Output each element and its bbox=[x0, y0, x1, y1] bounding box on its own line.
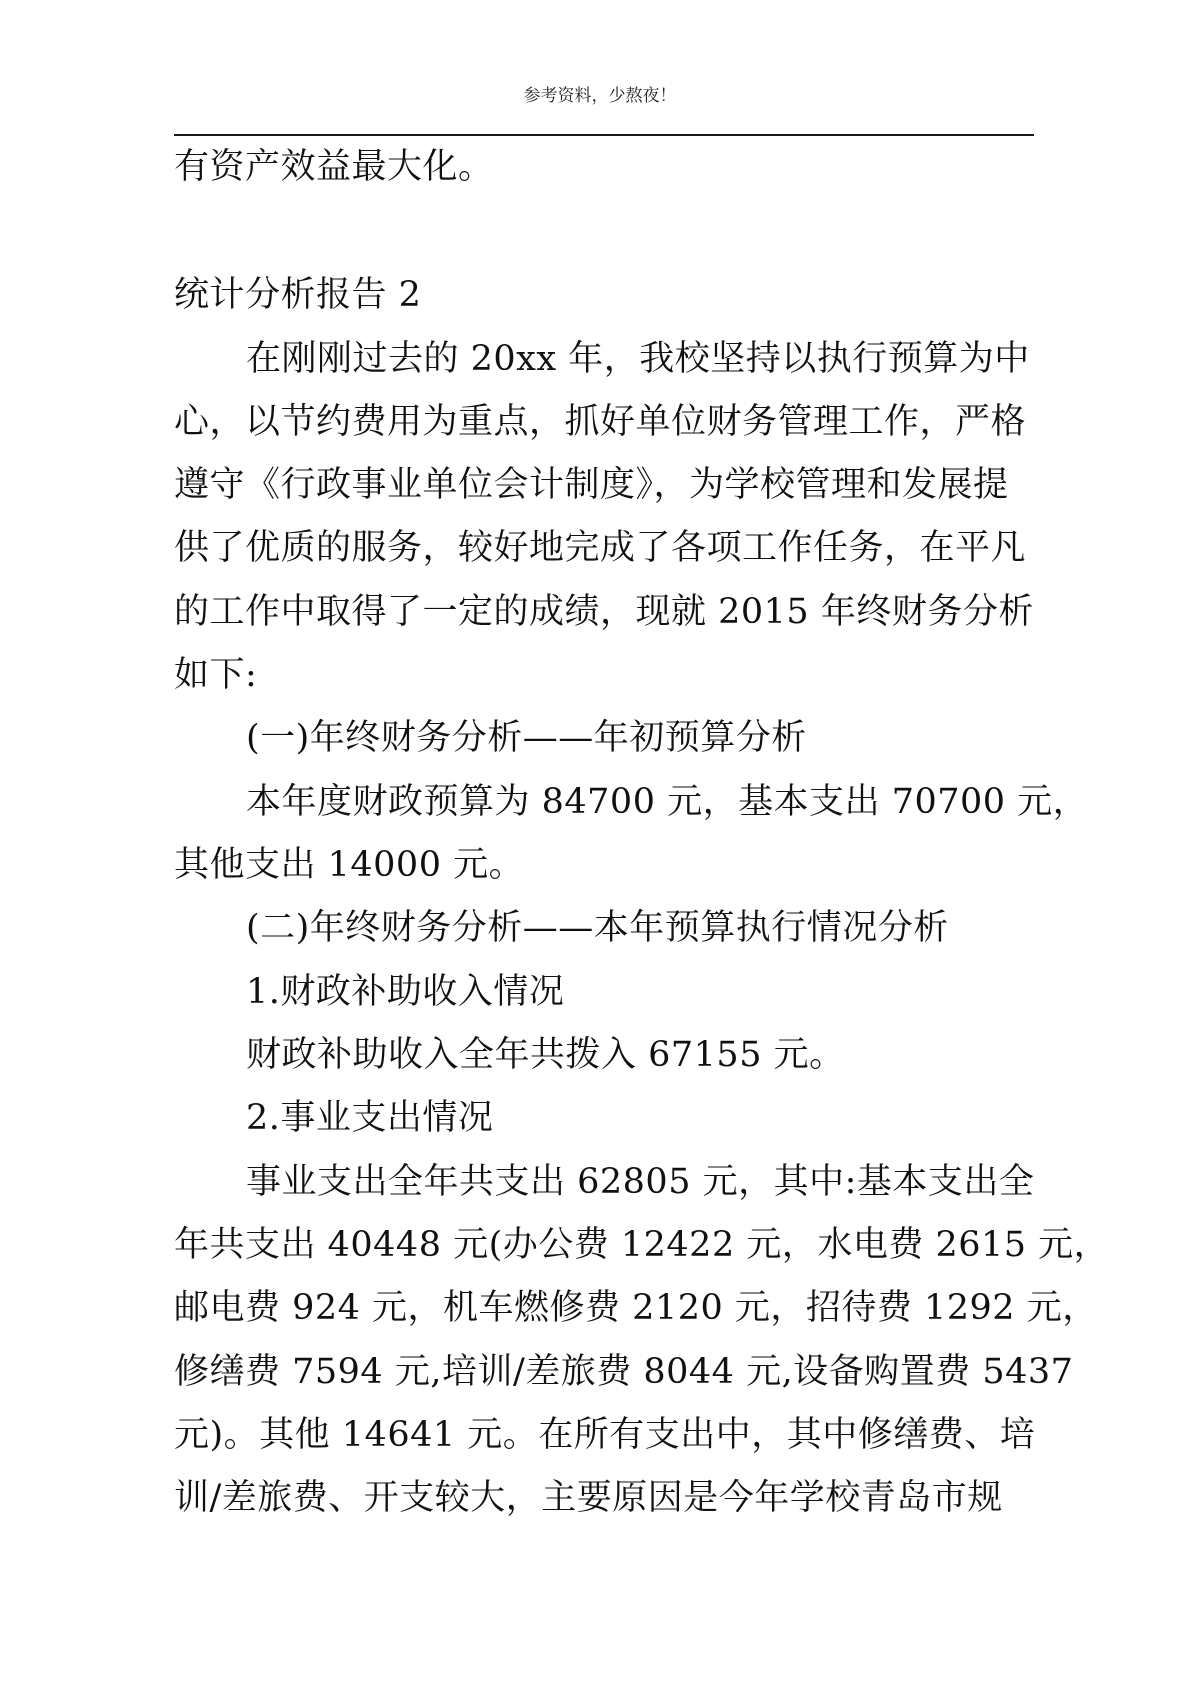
text-line: 如下: bbox=[174, 655, 258, 695]
text-line: 供了优质的服务，较好地完成了各项工作任务，在平凡 bbox=[174, 528, 1027, 568]
text-line: 训/差旅费、开支较大，主要原因是今年学校青岛市规 bbox=[174, 1478, 1003, 1518]
text-line: 修缮费 7594 元,培训/差旅费 8044 元,设备购置费 5437 bbox=[174, 1352, 1074, 1392]
text-line: 事业支出全年共支出 62805 元，其中:基本支出全 bbox=[246, 1162, 1035, 1202]
text-line: 年共支出 40448 元(办公费 12422 元，水电费 2615 元， bbox=[174, 1225, 1110, 1265]
text-line: 在刚刚过去的 20xx 年，我校坚持以执行预算为中 bbox=[246, 339, 1030, 379]
text-line: 本年度财政预算为 84700 元，基本支出 70700 元， bbox=[246, 782, 1089, 822]
text-line: 财政补助收入全年共拨入 67155 元。 bbox=[246, 1035, 845, 1075]
text-line: 元)。其他 14641 元。在所有支出中，其中修缮费、培 bbox=[174, 1415, 1036, 1455]
subsection-heading: (二)年终财务分析——本年预算执行情况分析 bbox=[246, 908, 949, 948]
subsection-heading: 2.事业支出情况 bbox=[246, 1098, 494, 1138]
subsection-heading: 1.财政补助收入情况 bbox=[246, 972, 565, 1012]
subsection-heading: (一)年终财务分析——年初预算分析 bbox=[246, 718, 807, 758]
text-line: 的工作中取得了一定的成绩，现就 2015 年终财务分析 bbox=[174, 592, 1034, 632]
text-line: 遵守《行政事业单位会计制度》，为学校管理和发展提 bbox=[174, 465, 1009, 505]
text-line: 其他支出 14000 元。 bbox=[174, 845, 525, 885]
text-line: 邮电费 924 元，机车燃修费 2120 元，招待费 1292 元， bbox=[174, 1288, 1098, 1328]
section-heading: 统计分析报告 2 bbox=[174, 275, 422, 315]
page-header: 参考资料，少熬夜！ bbox=[523, 86, 677, 106]
header-rule bbox=[174, 134, 1034, 136]
text-line: 有资产效益最大化。 bbox=[174, 147, 494, 187]
text-line: 心，以节约费用为重点，抓好单位财务管理工作，严格 bbox=[174, 402, 1027, 442]
